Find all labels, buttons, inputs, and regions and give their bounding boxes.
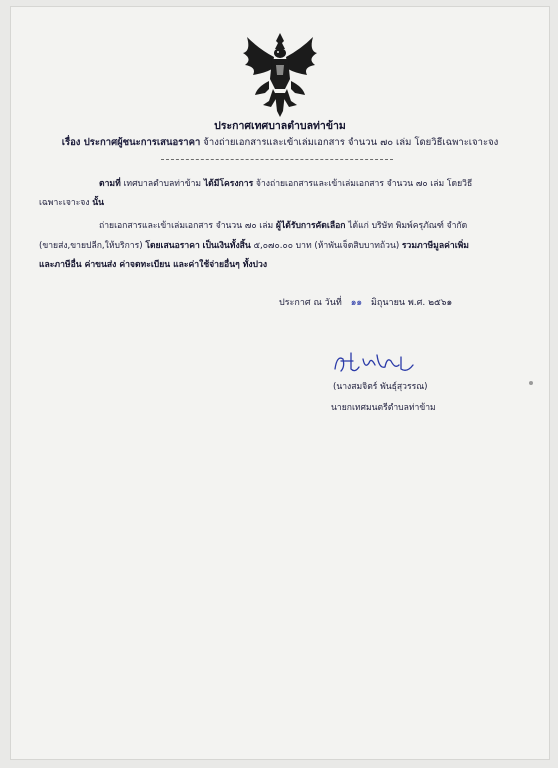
p1-method: เฉพาะเจาะจง <box>39 198 93 208</box>
garuda-emblem <box>239 31 321 117</box>
announce-prefix: ประกาศ ณ วันที่ <box>279 298 342 308</box>
p3-vat-label: รวมภาษีมูลค่าเพิ่ม <box>401 241 469 251</box>
p4-expenses: และภาษีอื่น ค่าขนส่ง ค่าจดทะเบียน และค่าใช้จ่ายอื่นๆ ทั้งปวง <box>39 260 268 270</box>
p2-company: ได้แก่ บริษัท พิมพ์ครุภัณฑ์ จำกัด <box>345 221 468 231</box>
p3-amount: ๕,๐๗๐.๐๐ บาท (ห้าพันเจ็ดสิบบาทถ้วน) <box>250 241 402 251</box>
document-page <box>10 6 550 760</box>
paragraph-2-line-2 <box>39 238 469 252</box>
p1-project-text: จ้างถ่ายเอกสารและเข้าเล่มเอกสาร จำนวน ๗๐ เล่ม โดยวิธี <box>253 179 473 189</box>
p3-offer-label: โดยเสนอราคา <box>145 241 200 251</box>
signer-position: นายกเทศมนตรีตำบลท่าข้าม <box>331 403 436 413</box>
p2-winner-label: ผู้ได้รับการคัดเลือก <box>275 221 346 231</box>
announce-date <box>279 295 452 309</box>
signer-name: (นางสมจิตร์ พันธุ์สุวรรณ) <box>333 382 428 392</box>
p1-project-label: ได้มีโครงการ <box>203 179 254 189</box>
subject-text: จ้างถ่ายเอกสารและเข้าเล่มเอกสาร จำนวน ๗๐ เล่ม โดยวิธีเฉพาะเจาะจง <box>200 137 499 148</box>
handwritten-signature <box>329 347 419 377</box>
paragraph-2-line-1 <box>99 218 467 232</box>
announce-day: ๑๑ <box>350 298 363 308</box>
paragraph-2-line-3 <box>39 257 267 271</box>
p3-business-type: (ขายส่ง,ขายปลีก,ให้บริการ) <box>39 241 146 251</box>
subject-label: เรื่อง ประกาศผู้ชนะการเสนอราคา <box>61 137 201 148</box>
announce-month-year: มิถุนายน พ.ศ. ๒๕๖๑ <box>371 298 453 308</box>
p1-end: นั้น <box>92 198 105 208</box>
paragraph-1-line-1 <box>99 176 472 190</box>
document-title: ประกาศเทศบาลตำบลท่าข้าม <box>214 120 346 132</box>
paragraph-1-line-2 <box>39 195 104 209</box>
separator-line <box>161 159 393 160</box>
p1-org: เทศบาลตำบลท่าข้าม <box>120 179 204 189</box>
p2-item: ถ่ายเอกสารและเข้าเล่มเอกสาร จำนวน ๗๐ เล่ม <box>99 221 276 231</box>
p3-total-label: เป็นเงินทั้งสิ้น <box>202 241 251 251</box>
document-subject <box>11 135 549 150</box>
paper-speck <box>529 381 533 385</box>
p1-prefix: ตามที่ <box>99 179 121 189</box>
